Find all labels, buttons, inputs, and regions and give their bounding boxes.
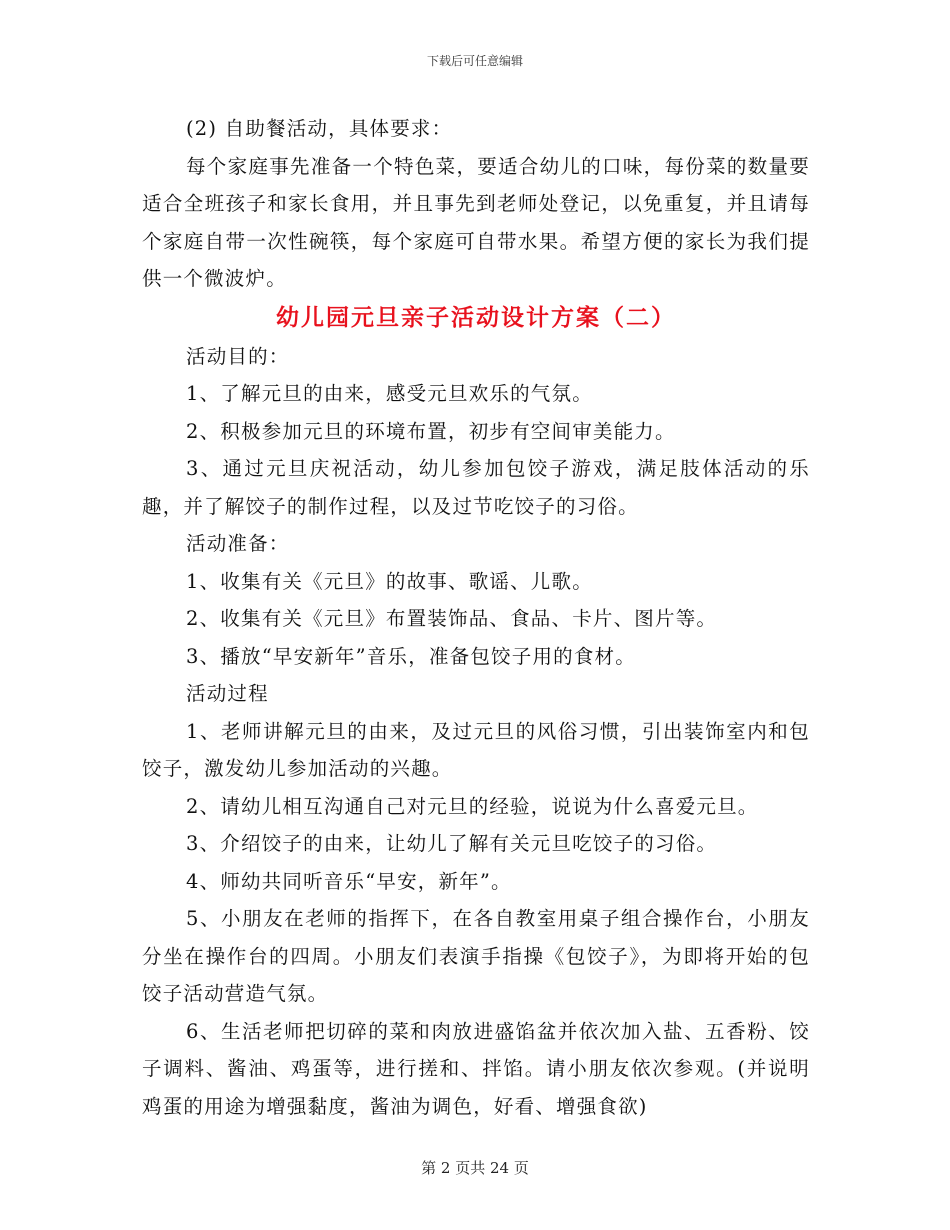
page-header: 下载后可任意编辑 <box>426 54 523 68</box>
paragraph-buffet-heading: (2) 自助餐活动，具体要求： <box>186 117 453 140</box>
paragraph-buffet-details: 每个家庭事先准备一个特色菜，要适合幼儿的口味，每份菜的数量要适合全班孩子和家长食用，并且事先到老师处登记，以免重复，并且请每个家庭自带一次性碗筷，每个家庭可自带水果。希望方便的家长为我们提供一个微波炉。 <box>142 154 810 290</box>
paragraph-process-6: 6、生活老师把切碎的菜和肉放进盛馅盆并依次加入盐、五香粉、饺子调料、酱油、鸡蛋等，进行搓和、拌馅。请小朋友依次参观。(并说明鸡蛋的用途为增强黏度，酱油为调色，好看、增强食欲) <box>142 1019 810 1118</box>
paragraph-goal-1: 1、了解元旦的由来，感受元旦欢乐的气氛。 <box>186 382 593 405</box>
paragraph-process-3: 3、介绍饺子的由来，让幼儿了解有关元旦吃饺子的习俗。 <box>186 832 718 855</box>
paragraph-goals-heading: 活动目的： <box>186 344 290 368</box>
document-body <box>142 110 810 1125</box>
section-title: 幼儿园元旦亲子活动设计方案（二） <box>276 303 676 331</box>
paragraph-process-2: 2、请幼儿相互沟通自己对元旦的经验，说说为什么喜爱元旦。 <box>186 794 759 818</box>
paragraph-process-1: 1、老师讲解元旦的由来，及过元旦的风俗习惯，引出装饰室内和包饺子，激发幼儿参加活动的兴趣。 <box>142 719 810 780</box>
paragraph-prep-2: 2、收集有关《元旦》布置装饰品、食品、卡片、图片等。 <box>186 607 718 630</box>
paragraph-process-5: 5、小朋友在老师的指挥下，在各自教室用桌子组合操作台，小朋友分坐在操作台的四周。小朋友们表演手指操《包饺子》，为即将开始的包饺子活动营造气氛。 <box>142 907 810 1005</box>
paragraph-process-4: 4、师幼共同听音乐“早安，新年”。 <box>186 869 512 893</box>
paragraph-prep-1: 1、收集有关《元旦》的故事、歌谣、儿歌。 <box>186 569 593 593</box>
paragraph-goal-2: 2、积极参加元旦的环境布置，初步有空间审美能力。 <box>186 419 676 443</box>
paragraph-prep-heading: 活动准备： <box>186 532 290 555</box>
page-footer: 第 2 页共 24 页 <box>421 1159 529 1177</box>
paragraph-prep-3: 3、播放“早安新年”音乐，准备包饺子用的食材。 <box>186 644 636 668</box>
paragraph-goal-3: 3、通过元旦庆祝活动，幼儿参加包饺子游戏，满足肢体活动的乐趣，并了解饺子的制作过程，以及过节吃饺子的习俗。 <box>142 457 810 518</box>
paragraph-process-heading: 活动过程 <box>186 682 269 705</box>
